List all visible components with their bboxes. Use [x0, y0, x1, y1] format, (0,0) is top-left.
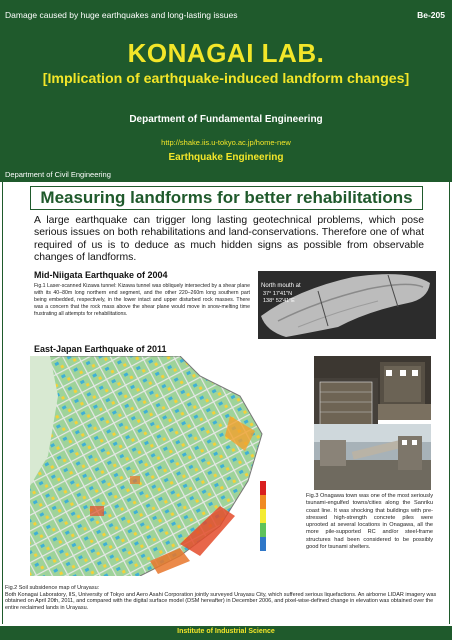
main-title-box: [30, 186, 423, 210]
section-heading-niigata: Mid-Niigata Earthquake of 2004: [34, 270, 168, 280]
tunnel-scan-graphic: [258, 271, 436, 339]
intro-paragraph: A large earthquake can trigger long lasting geotechnical problems, which pose serious issues on both rehabilitations and land-conservations. Therefore one of what required of us is to deduce as much hidden signs as possible from observable changes of landforms.: [34, 215, 424, 264]
department-name: Department of Fundamental Engineering: [129, 114, 323, 125]
lab-name: KONAGAI LAB.: [127, 38, 325, 68]
tunnel-label-2: 37° 17'41"N: [263, 291, 293, 297]
tunnel-label-1: North mouth at: [261, 283, 301, 289]
onagawa-photo-3-graphic: [314, 424, 431, 490]
fig2-caption: Fig.2 Soil subsidence map of Urayasu: Both Konagai Laboratory, IIS, University of Tokyo and Aero Asahi Corporation jointly surveyed Urayasu City, which suffered serious liquefactions. An airborne LIDAR imagery was obtained on April 20th, 2011, and compared with the digital surface model (DSM hereafter) in December 2006, and pixel-wise-defined change in elevation was obtained over the entire reclaimed lands in Urayasu.: [5, 585, 437, 612]
institute-name: Institute of Industrial Science: [177, 628, 275, 635]
tunnel-scan-image: [258, 271, 436, 339]
fig1-caption: Fig.1 Laser-scanned Kizawa tunnel: Kizawa tunnel was obliquely intersected by a shear plane with its 40–80m long northern end segment, and the other 220–260m long southern part being embedded, respectively, in the lower intact and upper disturbed rock masses. There was a concern that the rock mass above the shear plane would move in snow-melting time frustrating all attempts for rehabilitations.: [34, 283, 250, 317]
poster-code: Be-205: [417, 10, 445, 20]
subsidence-map: [30, 356, 290, 576]
onagawa-photo-3: [314, 424, 431, 490]
topic-label: Damage caused by huge earthquakes and long-lasting issues: [5, 10, 238, 20]
poster-subtitle: [Implication of earthquake-induced landform changes]: [42, 71, 410, 87]
onagawa-photo-2-graphic: [314, 378, 378, 430]
section-heading-east-japan: East-Japan Earthquake of 2011: [34, 344, 167, 354]
main-title: Measuring landforms for better rehabilitations: [40, 188, 413, 207]
poster-header: [0, 0, 452, 182]
lab-url[interactable]: http://shake.iis.u-tokyo.ac.jp/home-new: [161, 138, 291, 147]
subsidence-map-graphic: [30, 356, 290, 576]
field-name: Earthquake Engineering: [168, 152, 284, 163]
civil-department: Department of Civil Engineering: [5, 170, 111, 179]
onagawa-photo-2: [314, 378, 378, 430]
poster-footer: [0, 626, 452, 640]
fig3-caption: Fig.3 Onagawa town was one of the most seriously tsunami-engulfed towns/cities along the Sanriku coast line. It was shocking that buildings with pre-stressed high-strength concrete piles were uprooted at several locations in Onagawa, all the more pile-supported RC and/or steel-frame structures had been considered to be possibly good for tsunami shelters.: [306, 493, 433, 551]
tunnel-label-3: 138° 52'41"E: [263, 298, 295, 304]
